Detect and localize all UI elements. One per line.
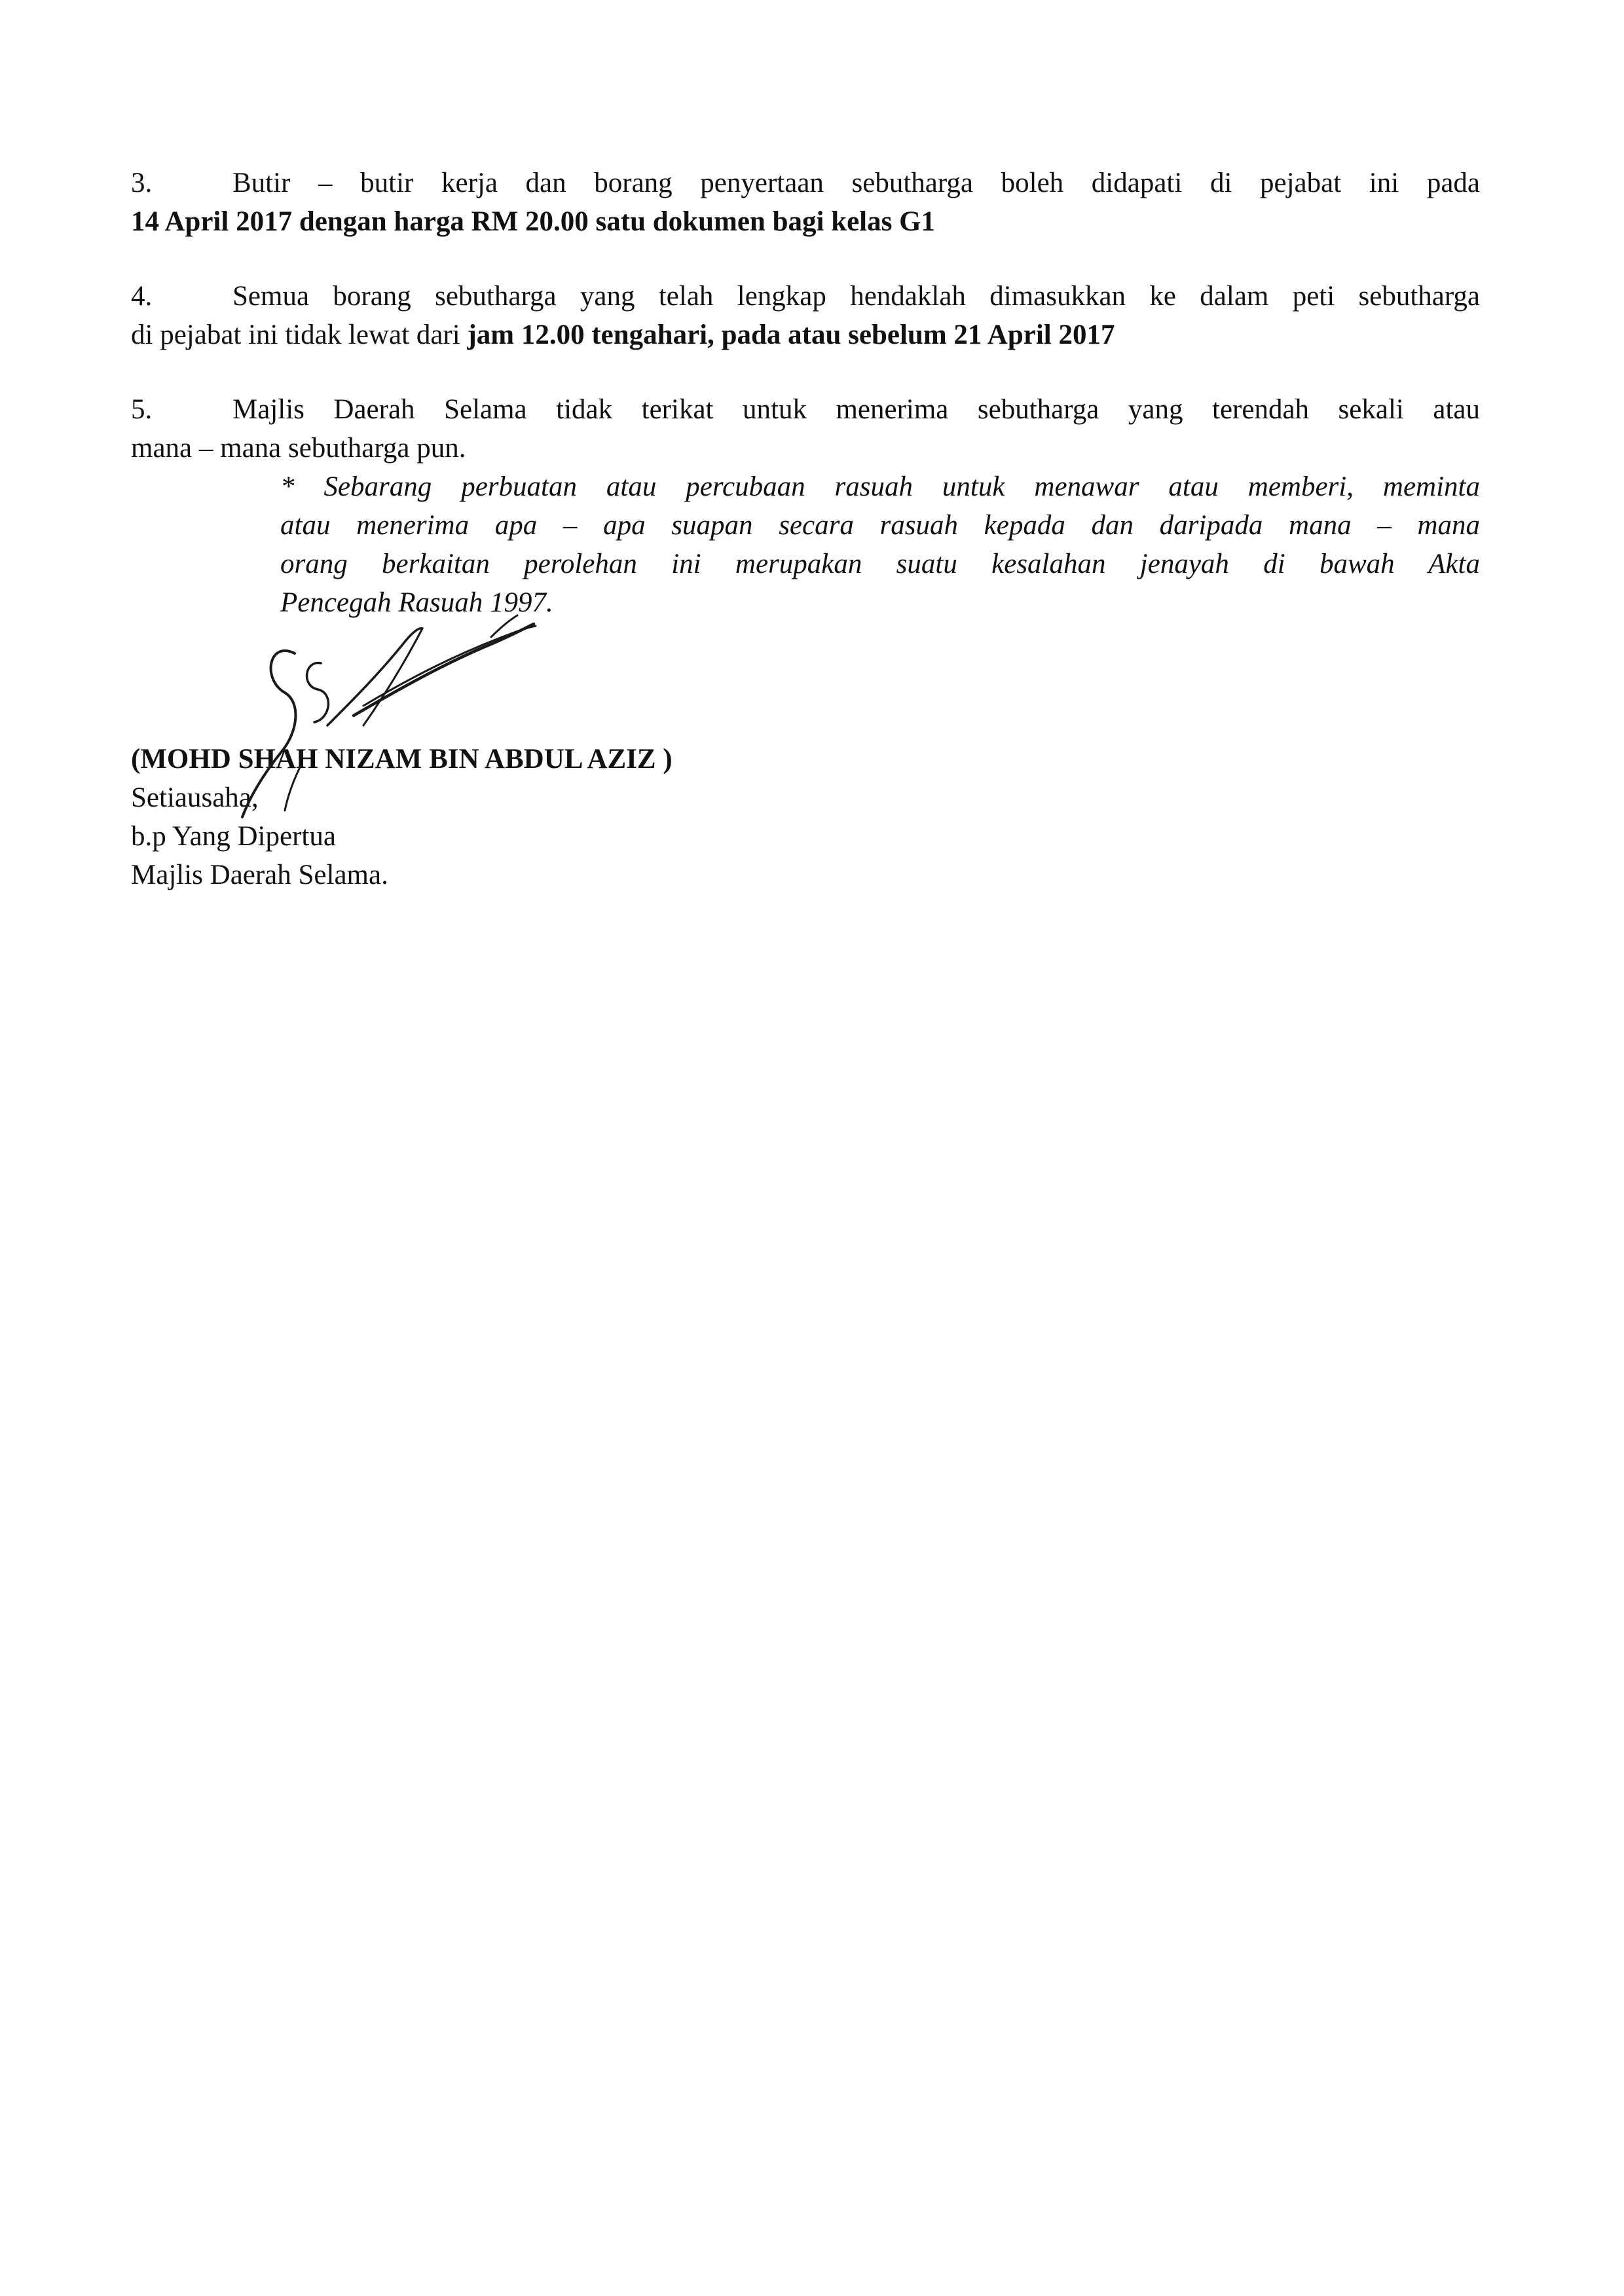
note-line-1: * Sebarang perbuatan atau percubaan rasuah untuk menawar atau memberi, meminta (280, 471, 1480, 502)
paragraph-5-line-2: mana – mana sebutharga pun. (131, 433, 466, 464)
paragraph-3-line-1 (131, 164, 1480, 202)
document-body (131, 164, 1480, 622)
paragraph-5-number: 5. (131, 394, 153, 425)
note-line-4: Pencegah Rasuah 1997. (280, 587, 553, 618)
paragraph-4 (131, 277, 1480, 354)
note-line-2: atau menerima apa – apa suapan secara rasuah kepada dan daripada mana – mana (280, 510, 1480, 541)
anti-corruption-note (280, 467, 1480, 622)
paragraph-4-deadline: jam 12.00 tengahari, pada atau sebelum 21 April 2017 (467, 319, 1115, 350)
signatory-organization: Majlis Daerah Selama. (131, 860, 388, 890)
note-line-3: orang berkaitan perolehan ini merupakan suatu kesalahan jenayah di bawah Akta (280, 549, 1480, 579)
signatory-name: (MOHD SHAH NIZAM BIN ABDUL AZIZ ) (131, 744, 673, 774)
signature-graphic (223, 601, 563, 824)
signatory-title: Setiausaha, (131, 782, 259, 813)
paragraph-5 (131, 390, 1480, 467)
paragraph-4-line-1 (131, 277, 1480, 316)
paragraph-4-line-2-plain: di pejabat ini tidak lewat dari (131, 319, 468, 350)
paragraph-3 (131, 164, 1480, 241)
paragraph-5-text: Majlis Daerah Selama tidak terikat untuk menerima sebutharga yang terendah sekali atau (232, 394, 1480, 425)
paragraph-5-line-1 (131, 390, 1480, 429)
paragraph-3-text: Butir – butir kerja dan borang penyertaan sebutharga boleh didapati di pejabat ini pada (232, 168, 1480, 198)
handwritten-signature (223, 601, 563, 824)
paragraph-4-number: 4. (131, 281, 153, 312)
paragraph-4-text: Semua borang sebutharga yang telah lengkap hendaklah dimasukkan ke dalam peti sebutharga (232, 281, 1480, 312)
signatory-on-behalf: b.p Yang Dipertua (131, 821, 336, 852)
paragraph-4-line-2 (131, 316, 1480, 354)
paragraph-3-number: 3. (131, 168, 153, 198)
paragraph-3-line-2: 14 April 2017 dengan harga RM 20.00 satu dokumen bagi kelas G1 (131, 206, 936, 237)
